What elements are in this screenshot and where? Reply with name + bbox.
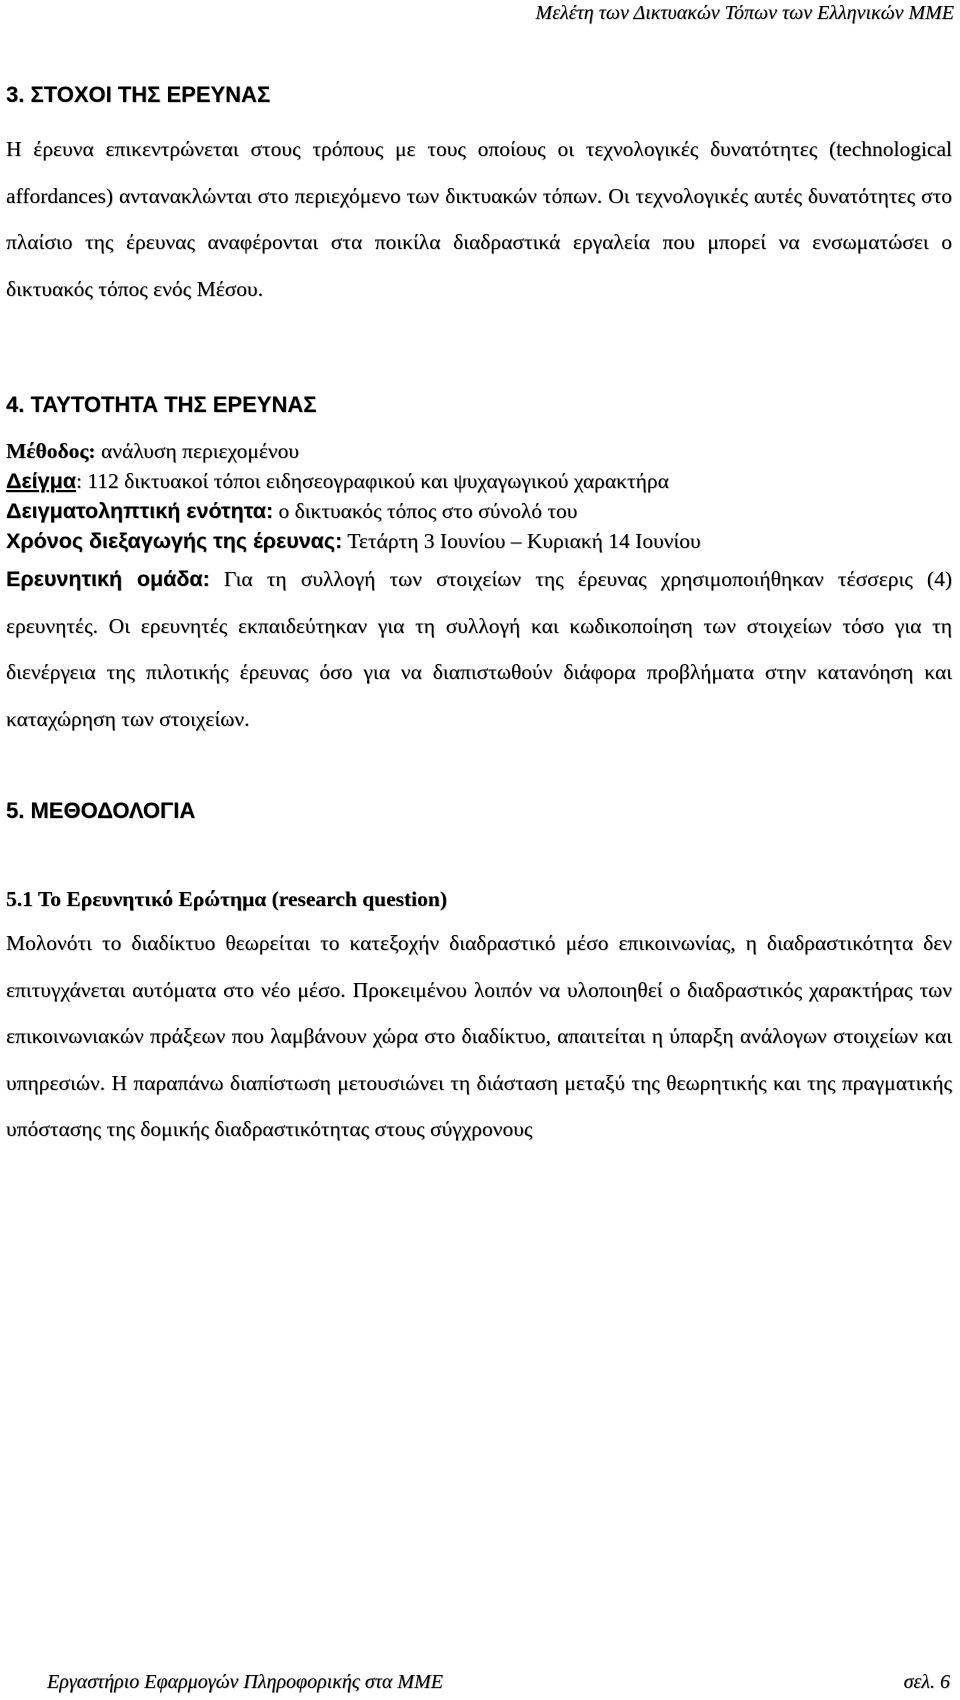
- subsection-5-1-title: 5.1 Το Ερευνητικό Ερώτημα (research question): [6, 887, 448, 911]
- team-paragraph: [6, 556, 952, 742]
- sample-line: [6, 466, 952, 496]
- duration-value: Τετάρτη 3 Ιουνίου – Κυριακή 14 Ιουνίου: [342, 529, 701, 553]
- sampling-unit-line: [6, 496, 952, 526]
- running-header: Μελέτη των Δικτυακών Τόπων των Ελληνικών ΜΜΕ: [535, 2, 954, 24]
- duration-label: Χρόνος διεξαγωγής της έρευνας:: [6, 529, 343, 553]
- method-label: Μέθοδος:: [6, 439, 96, 463]
- running-footer: [47, 1669, 950, 1695]
- section-5-title: 5. ΜΕΘΟΔΟΛΟΓΙΑ: [6, 798, 196, 823]
- sample-label: Δείγμα: [6, 469, 76, 493]
- team-value: Για τη συλλογή των στοιχείων της έρευνας χρησιμοποιήθηκαν τέσσερις (4) ερευνητές. Οι ερευνητές εκπαιδεύτηκαν για τη συλλογή και κωδικοποίηση των στοιχείων τόσο για τη διενέργεια της πιλοτικής έρευνας όσο για να διαπιστωθούν διάφορα προβλήματα στην κατανόηση και καταχώρηση των στοιχείων.: [6, 567, 952, 731]
- sample-value: : 112 δικτυακοί τόποι ειδησεογραφικού και ψυχαγωγικού χαρακτήρα: [75, 469, 669, 493]
- page-number: σελ. 6: [903, 1671, 950, 1693]
- duration-line: [6, 526, 952, 556]
- section-4-title: 4. ΤΑΥΤΟΤΗΤΑ ΤΗΣ ΕΡΕΥΝΑΣ: [6, 392, 317, 417]
- sampling-unit-value: ο δικτυακός τόπος στο σύνολό του: [273, 499, 578, 523]
- page-content: [6, 80, 952, 1153]
- method-line: [6, 436, 952, 466]
- method-value: ανάλυση περιεχομένου: [95, 439, 300, 463]
- subsection-5-1-paragraph: Μολονότι το διαδίκτυο θεωρείται το κατεξοχήν διαδραστικό μέσο επικοινωνίας, η διαδραστικότητα δεν επιτυγχάνεται αυτόματα στο νέο μέσο. Προκειμένου λοιπόν να υλοποιηθεί ο διαδραστικός χαρακτήρας των επικοινωνιακών πράξεων που λαμβάνουν χώρα στο διαδίκτυο, απαιτείται η ύπαρξη ανάλογων στοιχείων και υπηρεσιών. Η παραπάνω διαπίστωση μετουσιώνει τη διάσταση μεταξύ της θεωρητικής και της πραγματικής υπόστασης της δομικής διαδραστικότητας στους σύγχρονους: [6, 931, 952, 1141]
- team-label: Ερευνητική ομάδα:: [6, 567, 210, 591]
- section-3-paragraph: Η έρευνα επικεντρώνεται στους τρόπους με τους οποίους οι τεχνολογικές δυνατότητες (technological affordances) αντανακλώνται στο περιεχόμενο των δικτυακών τόπων. Οι τεχνολογικές αυτές δυνατότητες στο πλαίσιο της έρευνας αναφέρονται στα ποικίλα διαδραστικά εργαλεία που μπορεί να ενσωματώσει ο δικτυακός τόπος ενός Μέσου.: [6, 137, 952, 301]
- sampling-unit-label: Δειγματοληπτική ενότητα:: [6, 499, 274, 523]
- footer-lab-name: Εργαστήριο Εφαρμογών Πληροφορικής στα ΜΜΕ: [47, 1671, 443, 1693]
- section-3-title: 3. ΣΤΟΧΟΙ ΤΗΣ ΕΡΕΥΝΑΣ: [6, 82, 271, 107]
